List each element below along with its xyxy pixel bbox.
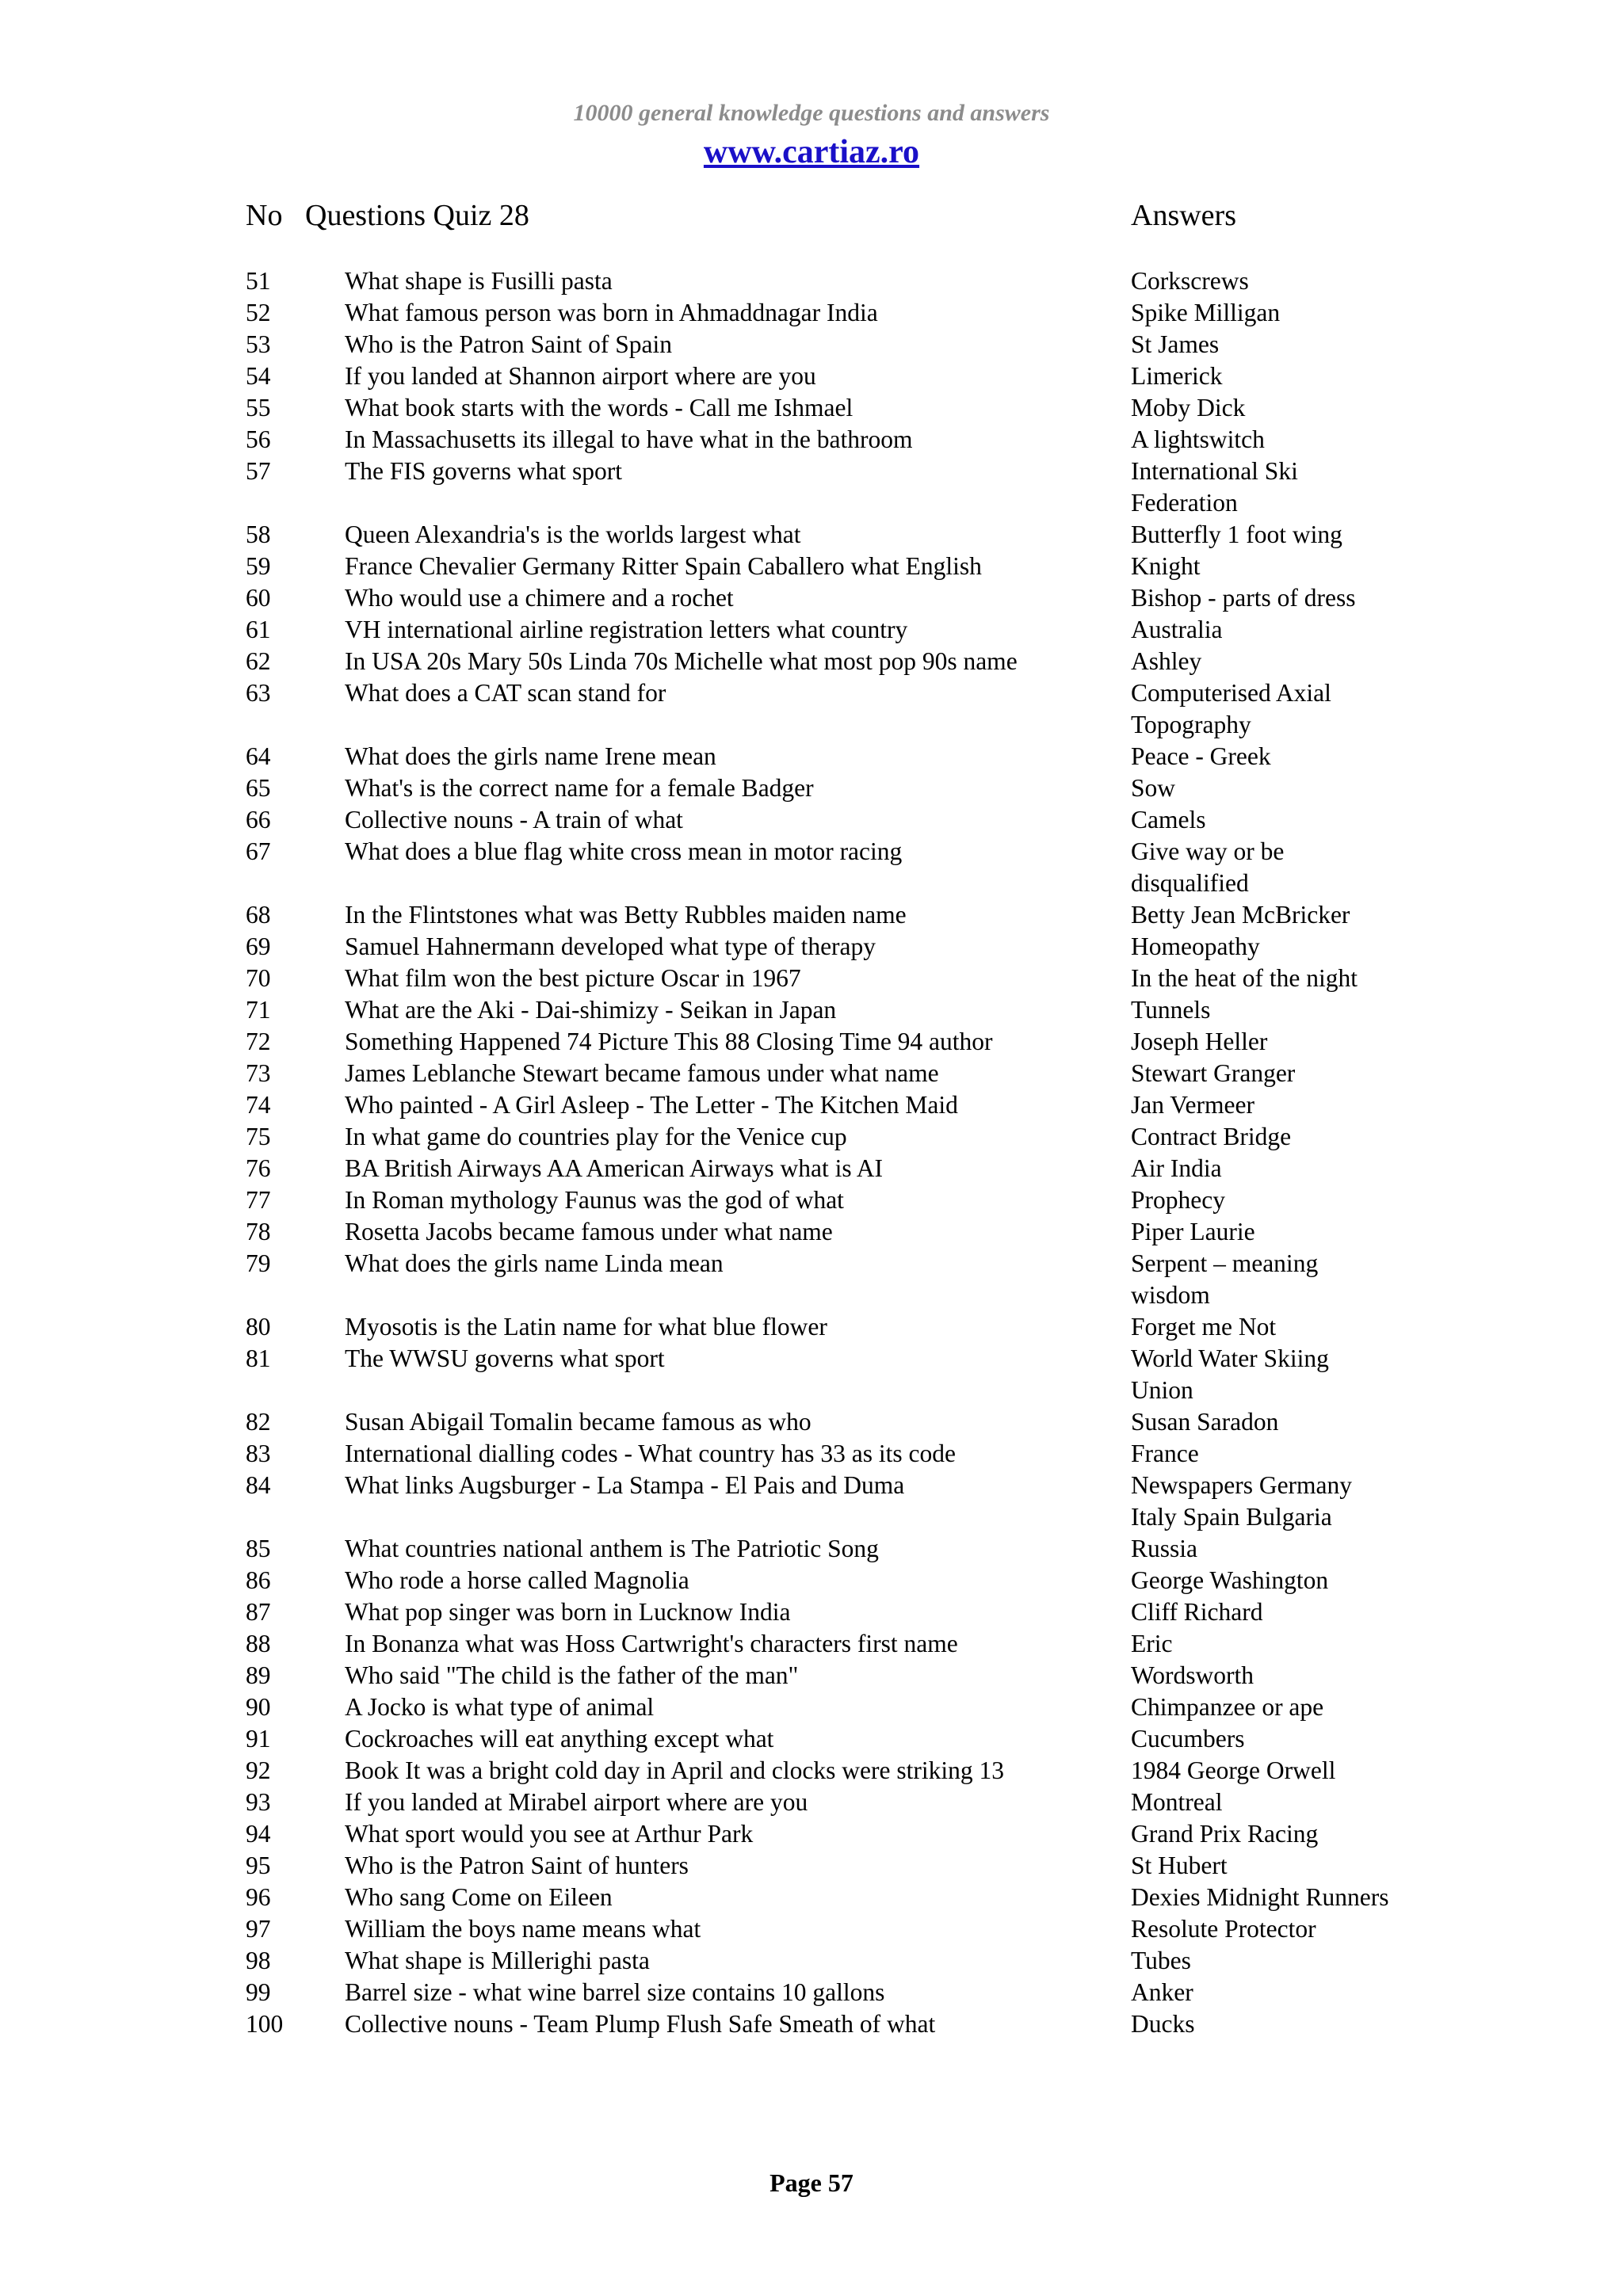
answer-text: Peace - Greek xyxy=(1131,742,1271,770)
question-row xyxy=(0,551,1623,582)
question-text: Book It was a bright cold day in April and clocks were striking 13 xyxy=(345,1756,1004,1784)
website-link-wrapper xyxy=(0,133,1623,171)
question-number: 58 xyxy=(246,521,271,548)
question-row xyxy=(0,329,1623,360)
question-text: What film won the best picture Oscar in 1967 xyxy=(345,964,801,992)
question-number: 63 xyxy=(246,679,271,707)
question-text: Collective nouns - Team Plump Flush Safe Smeath of what xyxy=(345,2010,936,2038)
question-number: 98 xyxy=(246,1947,271,1974)
question-row xyxy=(0,392,1623,424)
question-row xyxy=(0,1343,1623,1406)
question-text: The WWSU governs what sport xyxy=(345,1344,665,1372)
question-text: Barrel size - what wine barrel size contains 10 gallons xyxy=(345,1978,885,2006)
question-number: 85 xyxy=(246,1535,271,1562)
question-text: VH international airline registration letters what country xyxy=(345,616,908,643)
website-link[interactable]: www.cartiaz.ro xyxy=(703,134,920,170)
answer-text: Camels xyxy=(1131,806,1206,833)
question-number: 66 xyxy=(246,806,271,833)
question-number: 83 xyxy=(246,1440,271,1467)
answer-text: Anker xyxy=(1131,1978,1193,2006)
answer-text: St Hubert xyxy=(1131,1852,1228,1879)
question-text: France Chevalier Germany Ritter Spain Caballero what English xyxy=(345,552,982,580)
answer-text: Give way or be disqualified xyxy=(1131,837,1285,897)
question-text: What does the girls name Irene mean xyxy=(345,742,716,770)
question-row xyxy=(0,519,1623,551)
answer-text: Corkscrews xyxy=(1131,267,1249,295)
question-number: 74 xyxy=(246,1091,271,1119)
answer-text: Grand Prix Racing xyxy=(1131,1820,1319,1848)
answer-text: In the heat of the night xyxy=(1131,964,1358,992)
question-row xyxy=(0,804,1623,836)
question-number: 95 xyxy=(246,1852,271,1879)
question-text: James Leblanche Stewart became famous under what name xyxy=(345,1059,939,1087)
answer-text: Wordsworth xyxy=(1131,1661,1254,1689)
question-number: 67 xyxy=(246,837,271,865)
question-number: 51 xyxy=(246,267,271,295)
question-row xyxy=(0,836,1623,899)
question-row xyxy=(0,1723,1623,1755)
question-number: 53 xyxy=(246,330,271,358)
question-text: What does the girls name Linda mean xyxy=(345,1249,724,1277)
question-row xyxy=(0,741,1623,772)
question-row xyxy=(0,1755,1623,1787)
question-text: What famous person was born in Ahmaddnagar India xyxy=(345,299,878,326)
question-number: 77 xyxy=(246,1186,271,1214)
question-text: In USA 20s Mary 50s Linda 70s Michelle what most pop 90s name xyxy=(345,647,1018,675)
answer-text: Bishop - parts of dress xyxy=(1131,584,1356,612)
question-text: The FIS governs what sport xyxy=(345,457,622,485)
answer-text: Susan Saradon xyxy=(1131,1408,1279,1436)
question-text: Who painted - A Girl Asleep - The Letter - The Kitchen Maid xyxy=(345,1091,958,1119)
answer-text: Serpent – meaning wisdom xyxy=(1131,1249,1319,1309)
question-text: In the Flintstones what was Betty Rubbles maiden name xyxy=(345,901,907,929)
question-text: Who is the Patron Saint of Spain xyxy=(345,330,672,358)
question-text: What does a CAT scan stand for xyxy=(345,679,666,707)
question-row xyxy=(0,772,1623,804)
question-text: Susan Abigail Tomalin became famous as who xyxy=(345,1408,812,1436)
question-row xyxy=(0,614,1623,646)
answer-text: Stewart Granger xyxy=(1131,1059,1296,1087)
answer-text: Ashley xyxy=(1131,647,1202,675)
question-text: Cockroaches will eat anything except what xyxy=(345,1725,774,1753)
question-row xyxy=(0,1216,1623,1248)
answer-text: Joseph Heller xyxy=(1131,1028,1268,1055)
question-number: 52 xyxy=(246,299,271,326)
question-text: In Bonanza what was Hoss Cartwright's characters first name xyxy=(345,1630,958,1657)
answer-text: International Ski Federation xyxy=(1131,457,1298,517)
answer-text: Cliff Richard xyxy=(1131,1598,1263,1626)
answer-text: Limerick xyxy=(1131,362,1223,390)
question-number: 90 xyxy=(246,1693,271,1721)
column-headers xyxy=(0,198,1623,238)
page-number: Page 57 xyxy=(769,2168,854,2197)
question-number: 79 xyxy=(246,1249,271,1277)
question-row xyxy=(0,1026,1623,1058)
question-row xyxy=(0,1470,1623,1533)
question-number: 70 xyxy=(246,964,271,992)
question-number: 91 xyxy=(246,1725,271,1753)
question-text: Collective nouns - A train of what xyxy=(345,806,683,833)
question-text: International dialling codes - What country has 33 as its code xyxy=(345,1440,956,1467)
question-row xyxy=(0,1660,1623,1691)
question-number: 84 xyxy=(246,1471,271,1499)
question-row xyxy=(0,1850,1623,1882)
answer-text: Chimpanzee or ape xyxy=(1131,1693,1324,1721)
question-number: 93 xyxy=(246,1788,271,1816)
answer-text: Australia xyxy=(1131,616,1223,643)
question-text: What shape is Fusilli pasta xyxy=(345,267,613,295)
question-number: 89 xyxy=(246,1661,271,1689)
question-number: 81 xyxy=(246,1344,271,1372)
question-list xyxy=(0,265,1623,2040)
answer-text: Montreal xyxy=(1131,1788,1223,1816)
question-row xyxy=(0,424,1623,456)
question-text: In Roman mythology Faunus was the god of what xyxy=(345,1186,844,1214)
question-row xyxy=(0,646,1623,677)
answer-text: Knight xyxy=(1131,552,1201,580)
question-number: 60 xyxy=(246,584,271,612)
question-row xyxy=(0,2008,1623,2040)
question-text: Who rode a horse called Magnolia xyxy=(345,1566,689,1594)
answer-text: Jan Vermeer xyxy=(1131,1091,1254,1119)
question-number: 54 xyxy=(246,362,271,390)
answer-text: Forget me Not xyxy=(1131,1313,1277,1341)
question-text: Who sang Come on Eileen xyxy=(345,1883,613,1911)
question-number: 76 xyxy=(246,1154,271,1182)
question-text: What does a blue flag white cross mean in motor racing xyxy=(345,837,903,865)
question-text: BA British Airways AA American Airways what is AI xyxy=(345,1154,883,1182)
answer-text: Sow xyxy=(1131,774,1176,802)
question-number: 99 xyxy=(246,1978,271,2006)
question-row xyxy=(0,1184,1623,1216)
question-row xyxy=(0,1248,1623,1311)
question-number: 71 xyxy=(246,996,271,1024)
question-text: Who is the Patron Saint of hunters xyxy=(345,1852,689,1879)
question-text: What pop singer was born in Lucknow India xyxy=(345,1598,791,1626)
question-number: 88 xyxy=(246,1630,271,1657)
answer-text: Tunnels xyxy=(1131,996,1211,1024)
question-number: 72 xyxy=(246,1028,271,1055)
question-row xyxy=(0,456,1623,519)
question-row xyxy=(0,994,1623,1026)
question-number: 92 xyxy=(246,1756,271,1784)
question-number: 82 xyxy=(246,1408,271,1436)
question-number: 96 xyxy=(246,1883,271,1911)
answer-text: George Washington xyxy=(1131,1566,1329,1594)
answer-text: France xyxy=(1131,1440,1199,1467)
question-row xyxy=(0,265,1623,297)
question-text: What are the Aki - Dai-shimizy - Seikan in Japan xyxy=(345,996,837,1024)
question-row xyxy=(0,1691,1623,1723)
answer-text: Air India xyxy=(1131,1154,1222,1182)
answer-text: Computerised Axial Topography xyxy=(1131,679,1331,738)
column-header-questions: Questions Quiz 28 xyxy=(305,199,529,232)
answer-text: Spike Milligan xyxy=(1131,299,1281,326)
answer-text: Russia xyxy=(1131,1535,1198,1562)
question-row xyxy=(0,1406,1623,1438)
question-row xyxy=(0,963,1623,994)
question-text: Who said "The child is the father of the man" xyxy=(345,1661,799,1689)
question-text: What countries national anthem is The Patriotic Song xyxy=(345,1535,879,1562)
question-number: 65 xyxy=(246,774,271,802)
question-number: 87 xyxy=(246,1598,271,1626)
question-number: 100 xyxy=(246,2010,284,2038)
question-number: 86 xyxy=(246,1566,271,1594)
question-text: Something Happened 74 Picture This 88 Closing Time 94 author xyxy=(345,1028,993,1055)
question-number: 59 xyxy=(246,552,271,580)
question-number: 69 xyxy=(246,933,271,960)
answer-text: Homeopathy xyxy=(1131,933,1260,960)
question-number: 97 xyxy=(246,1915,271,1943)
question-row xyxy=(0,1438,1623,1470)
question-row xyxy=(0,677,1623,741)
question-number: 61 xyxy=(246,616,271,643)
question-text: What links Augsburger - La Stampa - El Pais and Duma xyxy=(345,1471,905,1499)
question-number: 73 xyxy=(246,1059,271,1087)
question-row xyxy=(0,1882,1623,1913)
question-row xyxy=(0,899,1623,931)
answer-text: World Water Skiing Union xyxy=(1131,1344,1329,1404)
answer-text: 1984 George Orwell xyxy=(1131,1756,1336,1784)
answer-text: Ducks xyxy=(1131,2010,1195,2038)
question-text: A Jocko is what type of animal xyxy=(345,1693,655,1721)
question-text: In what game do countries play for the Venice cup xyxy=(345,1123,847,1150)
answer-text: Dexies Midnight Runners xyxy=(1131,1883,1389,1911)
question-number: 80 xyxy=(246,1313,271,1341)
question-text: If you landed at Shannon airport where are you xyxy=(345,362,816,390)
answer-text: A lightswitch xyxy=(1131,425,1265,453)
question-text: Rosetta Jacobs became famous under what name xyxy=(345,1218,833,1245)
answer-text: Piper Laurie xyxy=(1131,1218,1255,1245)
question-row xyxy=(0,1628,1623,1660)
question-row xyxy=(0,1787,1623,1818)
question-text: Samuel Hahnermann developed what type of therapy xyxy=(345,933,876,960)
question-number: 57 xyxy=(246,457,271,485)
question-row xyxy=(0,1121,1623,1153)
question-row xyxy=(0,1913,1623,1945)
question-number: 55 xyxy=(246,394,271,421)
question-number: 94 xyxy=(246,1820,271,1848)
question-text: What shape is Millerighi pasta xyxy=(345,1947,650,1974)
document-subtitle: 10000 general knowledge questions and answers xyxy=(573,100,1050,126)
question-text: Who would use a chimere and a rochet xyxy=(345,584,734,612)
answer-text: Betty Jean McBricker xyxy=(1131,901,1350,929)
question-text: What book starts with the words - Call me Ishmael xyxy=(345,394,854,421)
answer-text: Contract Bridge xyxy=(1131,1123,1292,1150)
column-header-answers: Answers xyxy=(1131,199,1236,232)
question-number: 68 xyxy=(246,901,271,929)
question-text: If you landed at Mirabel airport where are you xyxy=(345,1788,808,1816)
answer-text: Cucumbers xyxy=(1131,1725,1245,1753)
answer-text: Resolute Protector xyxy=(1131,1915,1316,1943)
question-number: 62 xyxy=(246,647,271,675)
question-number: 64 xyxy=(246,742,271,770)
question-row xyxy=(0,582,1623,614)
question-text: Queen Alexandria's is the worlds largest what xyxy=(345,521,801,548)
question-row xyxy=(0,1818,1623,1850)
question-number: 75 xyxy=(246,1123,271,1150)
question-row xyxy=(0,297,1623,329)
answer-text: Butterfly 1 foot wing xyxy=(1131,521,1342,548)
question-row xyxy=(0,1945,1623,1977)
question-row xyxy=(0,1058,1623,1089)
question-row xyxy=(0,1311,1623,1343)
question-number: 78 xyxy=(246,1218,271,1245)
question-row xyxy=(0,931,1623,963)
question-row xyxy=(0,360,1623,392)
question-text: What's is the correct name for a female Badger xyxy=(345,774,814,802)
column-header-no: No xyxy=(246,199,283,232)
answer-text: St James xyxy=(1131,330,1220,358)
question-text: In Massachusetts its illegal to have what in the bathroom xyxy=(345,425,913,453)
answer-text: Eric xyxy=(1131,1630,1173,1657)
question-row xyxy=(0,1533,1623,1565)
question-row xyxy=(0,1596,1623,1628)
answer-text: Tubes xyxy=(1131,1947,1191,1974)
question-row xyxy=(0,1977,1623,2008)
question-text: William the boys name means what xyxy=(345,1915,701,1943)
question-row xyxy=(0,1089,1623,1121)
question-number: 56 xyxy=(246,425,271,453)
question-row xyxy=(0,1565,1623,1596)
answer-text: Moby Dick xyxy=(1131,394,1246,421)
question-text: What sport would you see at Arthur Park xyxy=(345,1820,754,1848)
question-text: Myosotis is the Latin name for what blue flower xyxy=(345,1313,827,1341)
answer-text: Prophecy xyxy=(1131,1186,1225,1214)
question-row xyxy=(0,1153,1623,1184)
answer-text: Newspapers Germany Italy Spain Bulgaria xyxy=(1131,1471,1353,1531)
